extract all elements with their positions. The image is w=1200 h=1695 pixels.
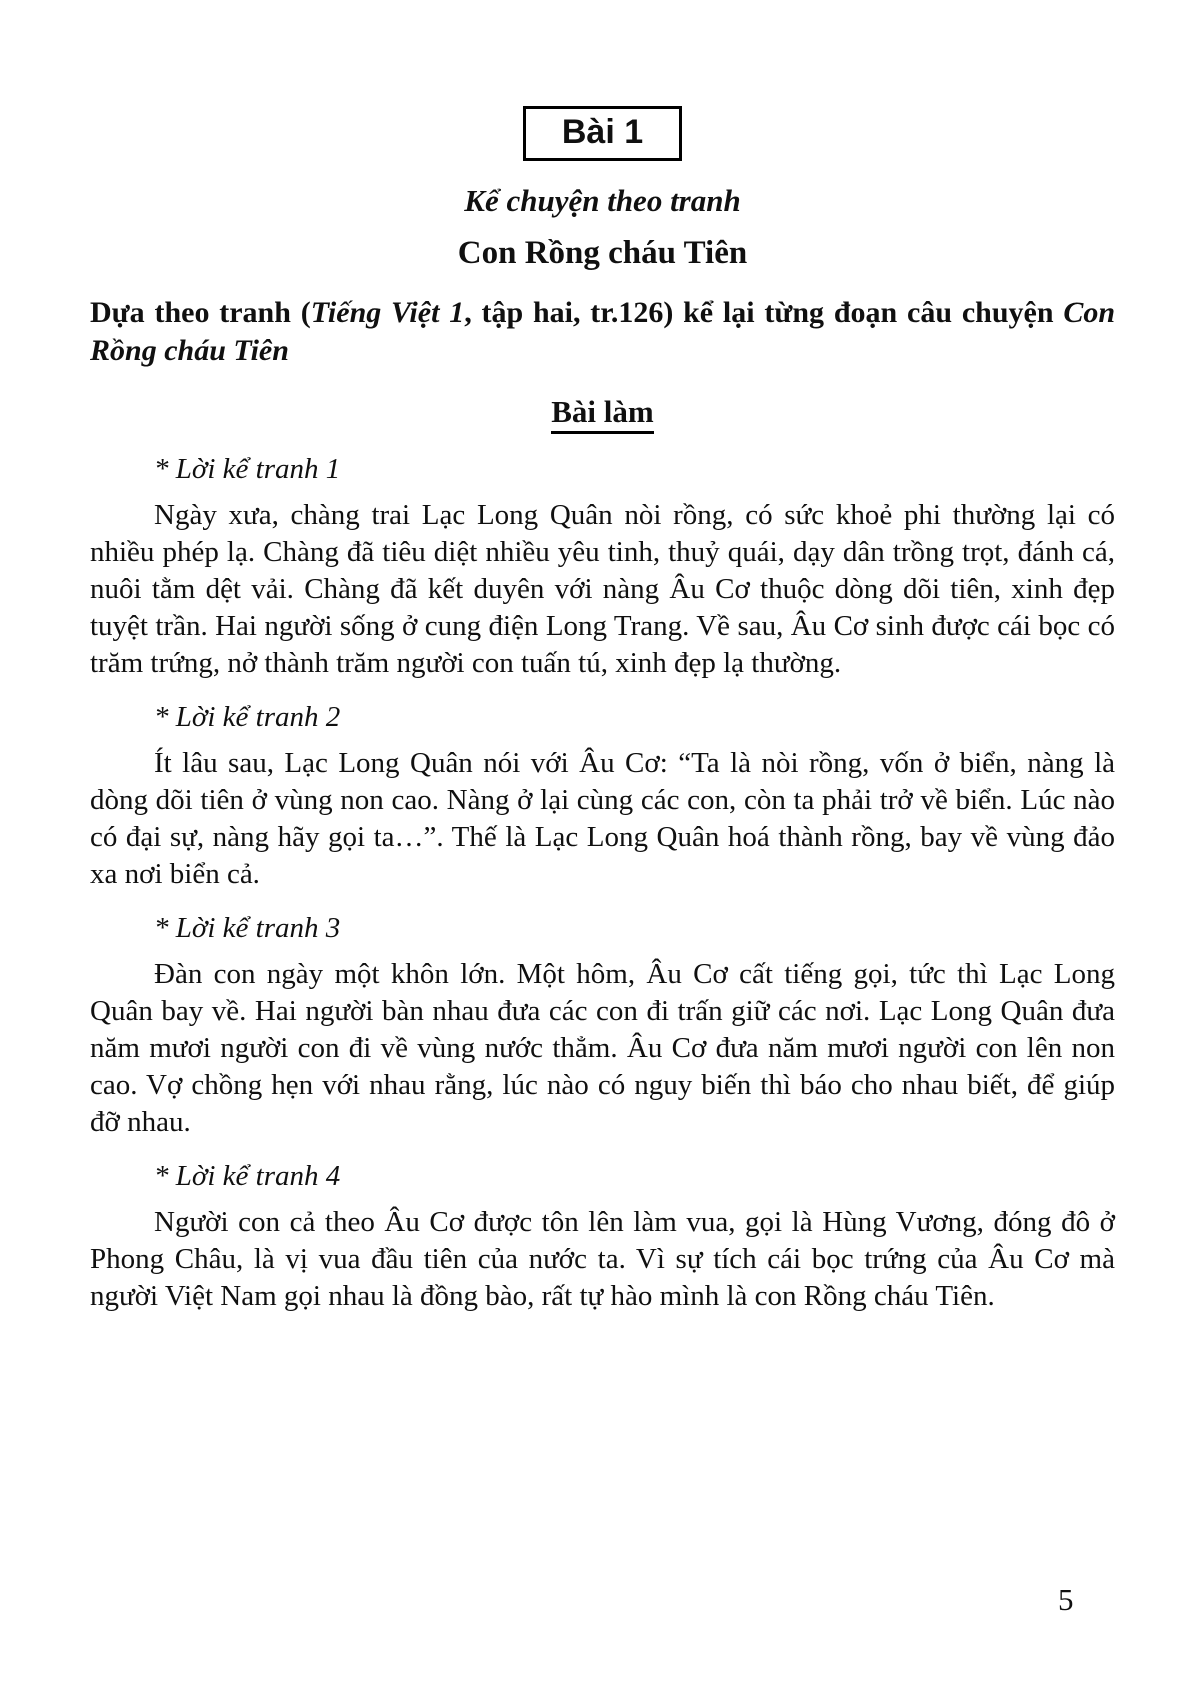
page-number: 5 (1058, 1582, 1074, 1617)
instruction-segment: Dựa theo tranh ( (90, 296, 311, 329)
story-section-2 (90, 699, 1115, 893)
section-label: * Lời kể tranh 1 (154, 453, 341, 485)
section-paragraph: Ít lâu sau, Lạc Long Quân nói với Âu Cơ: “Ta là nòi rồng, vốn ở biển, nàng là dòng dõi tiên ở vùng non cao. Nàng ở lại cùng các con, còn ta phải trở về biển. Lúc nào có đại sự, nàng hãy gọi ta…”. Thế là Lạc Long Quân hoá thành rồng, bay về vùng đảo xa nơi biển cả. (90, 747, 1115, 890)
instruction-segment-book-title: Tiếng Việt 1 (310, 296, 465, 329)
story-section-1 (90, 451, 1115, 682)
exercise-type-heading: Kể chuyện theo tranh (464, 183, 741, 218)
instruction-segment-story-title: Con Rồng cháu Tiên (90, 296, 1116, 367)
section-paragraph: Đàn con ngày một khôn lớn. Một hôm, Âu Cơ cất tiếng gọi, tức thì Lạc Long Quân bay về. Hai người bàn nhau đưa các con đi trấn giữ các nơi. Lạc Long Quân đưa năm mươi người con đi về vùng nước thẳm. Âu Cơ đưa năm mươi người con lên non cao. Vợ chồng hẹn với nhau rằng, lúc nào có nguy biến thì báo cho nhau biết, để giúp đỡ nhau. (90, 958, 1115, 1138)
section-label: * Lời kể tranh 4 (154, 1160, 341, 1192)
section-paragraph: Người con cả theo Âu Cơ được tôn lên làm vua, gọi là Hùng Vương, đóng đô ở Phong Châu, là vị vua đầu tiên của nước ta. Vì sự tích cái bọc trứng của Âu Cơ mà người Việt Nam gọi nhau là đồng bào, rất tự hào mình là con Rồng cháu Tiên. (90, 1206, 1115, 1312)
section-paragraph: Ngày xưa, chàng trai Lạc Long Quân nòi rồng, có sức khoẻ phi thường lại có nhiều phép lạ. Chàng đã tiêu diệt nhiều yêu tinh, thuỷ quái, dạy dân trồng trọt, đánh cá, nuôi tằm dệt vải. Chàng đã kết duyên với nàng Âu Cơ thuộc dòng dõi tiên, xinh đẹp tuyệt trần. Hai người sống ở cung điện Long Trang. Về sau, Âu Cơ sinh được cái bọc có trăm trứng, nở thành trăm người con tuấn tú, xinh đẹp lạ thường. (90, 499, 1115, 679)
answer-heading: Bài làm (551, 394, 653, 434)
lesson-number-label: Bài 1 (561, 113, 644, 151)
answer-heading-container (90, 394, 1115, 434)
instruction-paragraph (90, 294, 1115, 370)
section-label: * Lời kể tranh 2 (154, 701, 341, 733)
section-label: * Lời kể tranh 3 (154, 912, 341, 944)
story-title: Con Rồng cháu Tiên (457, 235, 748, 271)
lesson-box-container (90, 106, 1115, 161)
instruction-segment: , tập hai, tr.126) kể lại từng đoạn câu chuyện (464, 296, 1064, 329)
story-section-4 (90, 1158, 1115, 1315)
lesson-number-box (523, 106, 682, 161)
story-section-3 (90, 910, 1115, 1141)
